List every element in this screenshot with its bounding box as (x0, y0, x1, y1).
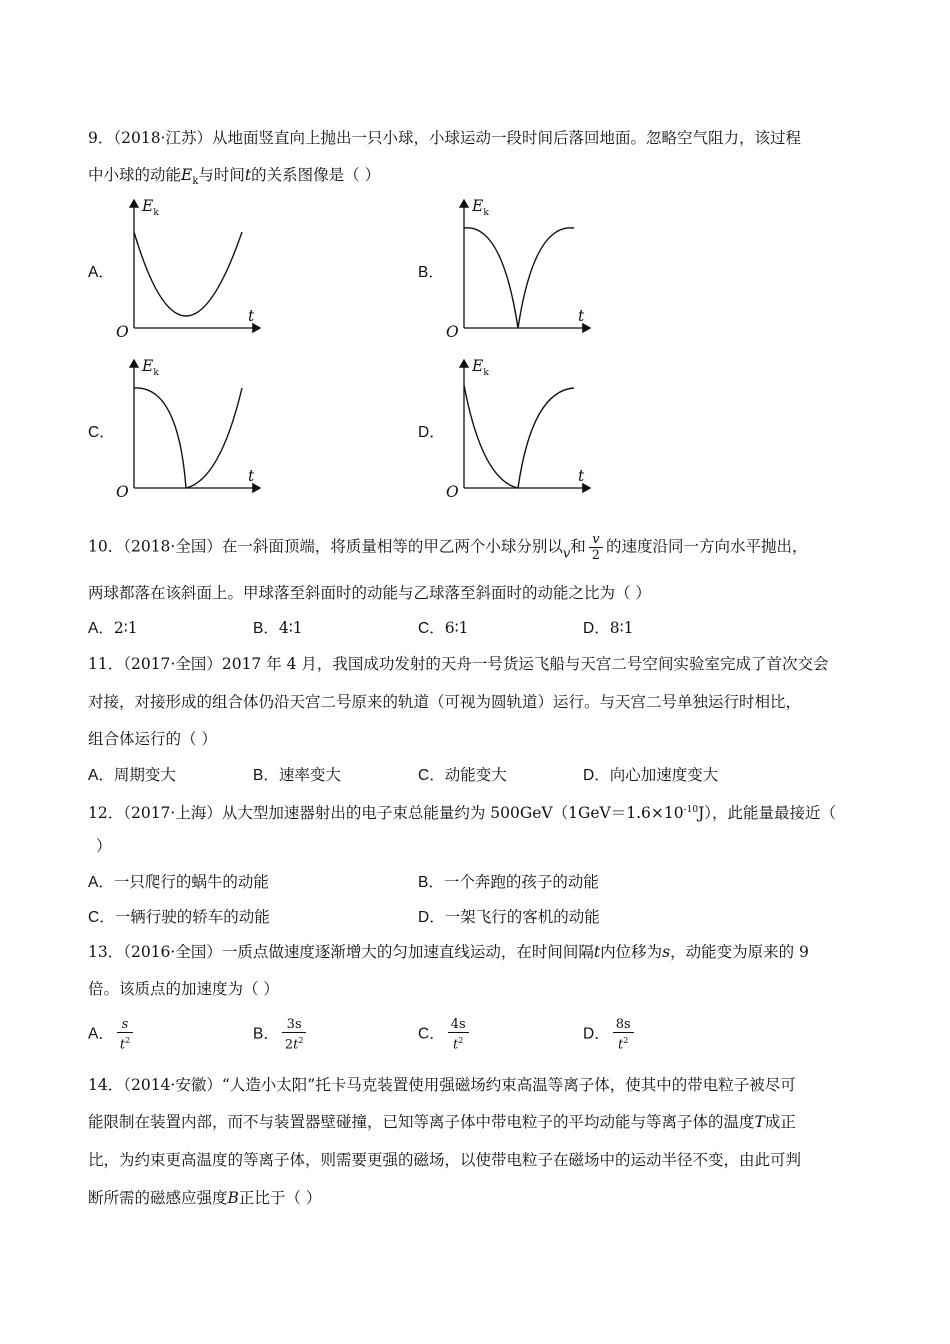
q12-line-1 (88, 800, 836, 823)
q14-text-d: 正比于（ ） (238, 1189, 322, 1207)
q14-line-4 (88, 1188, 321, 1208)
graph-a-ylabel: $E_k$ (142, 197, 159, 219)
q12-line-2: ） (96, 837, 112, 855)
graph-d-origin: O (446, 483, 459, 501)
q14-line-2 (88, 1112, 796, 1132)
q14-B: B (227, 1189, 239, 1207)
q13-option-b-fraction: $\frac{3s}{2t^2}$ (282, 1017, 307, 1052)
q9-text-c: 的关系图像是（ ） (251, 166, 381, 184)
q9-graph-d-svg (440, 355, 600, 505)
q13-option-c-fraction: $\frac{4s}{t^2}$ (448, 1017, 469, 1052)
q9-graph-a-svg (110, 195, 270, 345)
graph-a-origin: O (116, 323, 129, 341)
q14-T: T (754, 1113, 765, 1131)
q14-line-1: 14．（2014·安徽）“人造小太阳”托卡马克装置使用强磁场约束高温等离子体，使其中的带电粒子被尽可 (88, 1076, 796, 1094)
ek-curve (134, 232, 242, 316)
q9-graph-b-svg (440, 195, 600, 345)
q12-option-d[interactable]: D．一架飞行的客机的动能 (418, 908, 600, 926)
q9-graph-a (110, 195, 270, 349)
graph-c-xlabel: t (248, 467, 255, 485)
q11-option-d[interactable]: D．向心加速度变大 (583, 766, 719, 784)
q13-option-c[interactable]: C． $\frac{4s}{t^2}$ (418, 1017, 472, 1052)
q13-option-d-fraction: $\frac{8s}{t^2}$ (613, 1017, 634, 1052)
q10-option-c[interactable]: C．6∶1 (418, 619, 469, 637)
q10-line-1 (88, 532, 808, 565)
q10-option-d[interactable]: D．8∶1 (583, 619, 634, 637)
graph-d-xlabel: t (578, 467, 585, 485)
q10-text-a: 10．（2018·全国）在一斜面顶端，将质量相等的甲乙两个小球分别以 (88, 537, 563, 556)
q9-text-a: 中小球的动能 (88, 166, 182, 184)
q9-graph-c-svg (110, 355, 270, 505)
q13-option-a[interactable]: A． $\frac{s}{t^2}$ (88, 1017, 136, 1052)
q12-option-c[interactable]: C．一辆行驶的轿车的动能 (88, 908, 270, 926)
q9-ek: E (181, 166, 193, 184)
q9-option-d-label: D． (418, 424, 445, 441)
q10-line-2: 两球都落在该斜面上。甲球落至斜面时的动能与乙球落至斜面时的动能之比为（ ） (88, 584, 651, 602)
q13-text-a: 13．（2016·全国）一质点做速度逐渐增大的匀加速直线运动，在时间间隔 (88, 943, 594, 961)
q14-text-b: 成正 (764, 1113, 796, 1131)
q11-option-a[interactable]: A．周期变大 (88, 766, 176, 784)
q10-and: 和 (570, 537, 586, 556)
q10-text-b: 的速度沿同一方向水平抛出， (606, 537, 808, 556)
q9-t: t (244, 166, 252, 184)
q9-option-a-label: A． (88, 264, 114, 281)
q9-graph-c (110, 355, 270, 509)
ek-curve (134, 388, 242, 488)
q10-v: v (562, 546, 571, 562)
q12-exponent: -10 (683, 805, 699, 815)
q9-ek-sub: k (192, 176, 199, 188)
graph-d-ylabel: $E_k$ (472, 357, 489, 379)
graph-c-ylabel: $E_k$ (142, 357, 159, 379)
q11-line-1: 11．（2017·全国）2017 年 4 月，我国成功发射的天舟一号货运飞船与天宫二号空间实验室完成了首次交会 (88, 655, 829, 673)
q11-option-c[interactable]: C．动能变大 (418, 766, 507, 784)
q10-fraction: $\frac{v}{2}$ (589, 532, 603, 563)
q13-line-1 (88, 942, 809, 962)
q11-line-2: 对接，对接形成的组合体仍沿天宫二号原来的轨道（可视为圆轨道）运行。与天宫二号单独运行时相比， (88, 693, 802, 711)
q10-option-a[interactable]: A．2∶1 (88, 619, 138, 637)
graph-a-xlabel: t (248, 307, 255, 325)
q13-option-a-fraction: $\frac{s}{t^2}$ (117, 1017, 133, 1052)
q11-option-b[interactable]: B．速率变大 (253, 766, 341, 784)
q9-graph-b (440, 195, 600, 349)
q9-line-1: 9．（2018·江苏）从地面竖直向上抛出一只小球，小球运动一段时间后落回地面。忽略空气阻力，该过程 (88, 129, 801, 147)
q12-option-b[interactable]: B．一个奔跑的孩子的动能 (418, 873, 599, 891)
q12-text-b: J），此能量最接近（ (698, 804, 837, 823)
graph-b-ylabel: $E_k$ (472, 197, 489, 219)
q13-s: s (662, 943, 671, 961)
q13-option-d[interactable]: D． $\frac{8s}{t^2}$ (583, 1017, 637, 1052)
q14-text-c: 断所需的磁感应强度 (88, 1189, 228, 1207)
q13-text-b: 内位移为 (600, 943, 663, 961)
q9-graph-d (440, 355, 600, 509)
q11-line-3: 组合体运行的（ ） (88, 730, 217, 748)
q10-option-b[interactable]: B．4∶1 (253, 619, 303, 637)
q12-text-a: 12．（2017·上海）从大型加速器射出的电子束总能量约为 500GeV（1GeV＝1.6×10 (88, 804, 684, 823)
q13-option-b[interactable]: B． $\frac{3s}{2t^2}$ (253, 1017, 309, 1052)
q14-line-3: 比，为约束更高温度的等离子体，则需要更强的磁场，以使带电粒子在磁场中的运动半径不变，由此可判 (88, 1151, 802, 1169)
q9-line-2 (88, 165, 380, 192)
q13-t: t (593, 943, 601, 961)
q9-text-b: 与时间 (198, 166, 245, 184)
ek-curve (464, 385, 574, 488)
ek-curve (464, 228, 574, 328)
graph-b-origin: O (446, 323, 459, 341)
q13-line-2: 倍。该质点的加速度为（ ） (88, 980, 279, 998)
q9-option-b-label: B． (418, 264, 444, 281)
graph-c-origin: O (116, 483, 129, 501)
q14-text-a: 能限制在装置内部，而不与装置器壁碰撞，已知等离子体中带电粒子的平均动能与等离子体的温度 (88, 1113, 755, 1131)
graph-b-xlabel: t (578, 307, 585, 325)
q13-text-c: ，动能变为原来的 9 (670, 943, 809, 961)
q9-option-c-label: C． (88, 424, 115, 441)
q12-option-a[interactable]: A．一只爬行的蜗牛的动能 (88, 873, 269, 891)
